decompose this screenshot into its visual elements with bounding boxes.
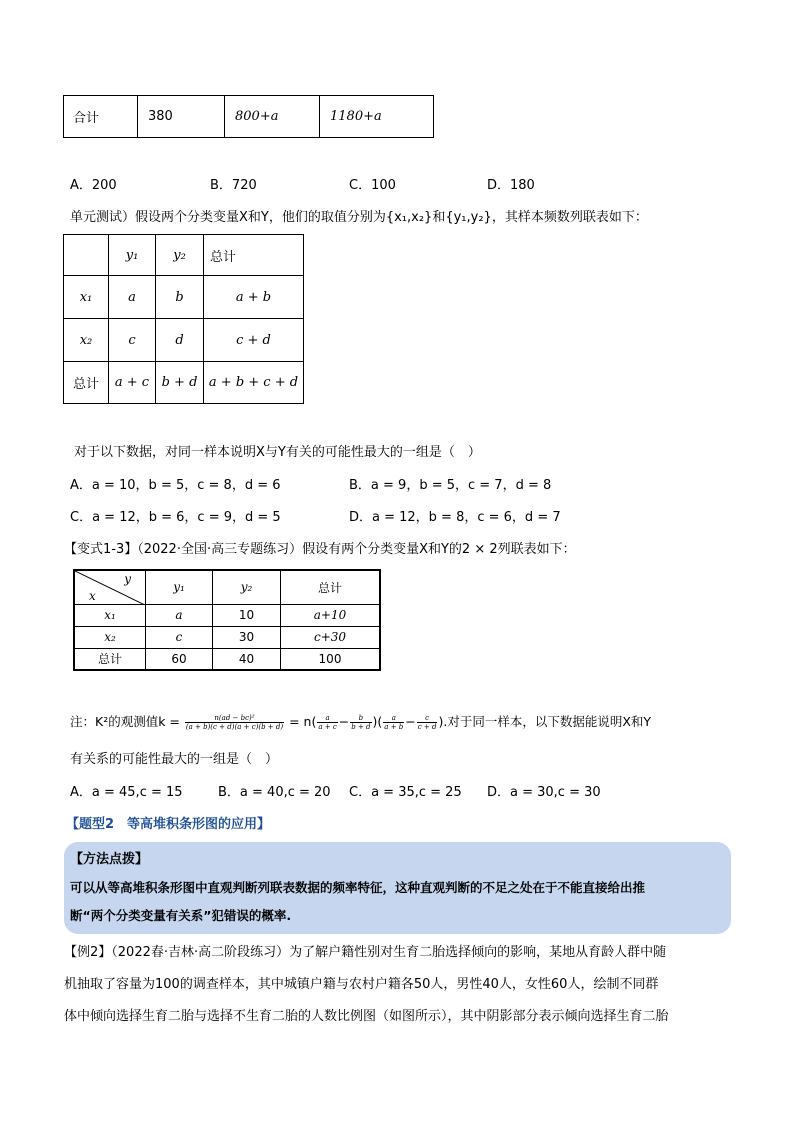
question-text: 对于以下数据，对同一样本说明X与Y有关的可能性最大的一组是（ ） [74, 445, 481, 460]
note-prefix: 注：K²的观测值k = [70, 714, 184, 729]
option-c: C．100 [349, 178, 396, 193]
option-a: A．a = 45,c = 15 [70, 785, 183, 800]
table-cell: 100 [281, 648, 381, 670]
table-cell: a [146, 604, 213, 626]
table-cell: x₂ [74, 626, 146, 648]
table-cell: a + b [204, 276, 304, 319]
method-box-title: 【方法点拨】 [70, 852, 149, 867]
note-line-2: 有关系的可能性最大的一组是（ ） [70, 752, 279, 767]
table-cell: 合计 [64, 96, 138, 138]
option-b: B．720 [210, 178, 257, 193]
table-cell: a+10 [281, 604, 381, 626]
table-cell: 60 [146, 648, 213, 670]
frac-1-num: a [317, 714, 337, 723]
option-c: C．a = 35,c = 25 [349, 785, 462, 800]
main-frac-den: (a + b)(c + d)(a + c)(b + d) [185, 723, 284, 731]
option-c: C．a = 12，b = 6，c = 9，d = 5 [70, 510, 281, 525]
frac-1-den: a + c [318, 723, 337, 731]
table-cell: a + c [109, 362, 156, 404]
option-d: D．a = 12，b = 8，c = 6，d = 7 [349, 510, 561, 525]
table-cell: y₂ [156, 235, 204, 276]
frac-1 [317, 714, 337, 731]
corner-x-label: x [89, 588, 96, 603]
variant-intro: 【变式1-3】（2022·全国·高三专题练习）假设有两个分类变量X和Y的2 × 2列联表如下： [64, 542, 576, 557]
contingency-table-2x2 [73, 569, 381, 671]
option-d: D．a = 30,c = 30 [487, 785, 601, 800]
contingency-table [63, 234, 304, 404]
option-a: A．200 [70, 178, 117, 193]
table-cell: 10 [213, 604, 281, 626]
table-cell: y₁ [146, 570, 213, 604]
table-cell: y₂ [213, 570, 281, 604]
note-suffix: ).对于同一样本，以下数据能说明X和Y [438, 714, 652, 729]
example-line-2: 机抽取了容量为100的调查样本，其中城镇户籍与农村户籍各50人，男性40人，女性60人，绘制不同群 [64, 977, 659, 992]
table-cell: y₁ [109, 235, 156, 276]
method-box [64, 842, 731, 934]
method-box-line-1: 可以从等高堆积条形图中直观判断列联表数据的频率特征，这种直观判断的不足之处在于不能直接给出推 [70, 880, 646, 895]
main-fraction [185, 714, 284, 731]
section-title: 【题型2 等高堆积条形图的应用】 [66, 817, 271, 832]
table-cell: c [146, 626, 213, 648]
table-cell: 40 [213, 648, 281, 670]
table-cell: x₁ [74, 604, 146, 626]
example-line-3: 体中倾向选择生育二胎与选择不生育二胎的人数比例图（如图所示），其中阴影部分表示倾向选择生育二胎 [64, 1009, 669, 1024]
top-table [63, 95, 434, 138]
table-cell: a [109, 276, 156, 319]
table-cell: 总计 [281, 570, 381, 604]
table-cell: c+30 [281, 626, 381, 648]
table-cell: 1180+a [320, 96, 434, 138]
table-cell: 30 [213, 626, 281, 648]
table-cell: x₁ [64, 276, 109, 319]
table-cell: b [156, 276, 204, 319]
frac-4-den: c + d [417, 723, 437, 731]
frac-4 [417, 714, 438, 731]
table-cell: c [109, 319, 156, 362]
main-frac-num: n(ad − bc)² [185, 714, 284, 723]
table-cell: 总计 [204, 235, 304, 276]
frac-3-den: a + b [384, 723, 404, 731]
corner-y-label: y [124, 572, 131, 586]
frac-4-num: c [417, 714, 438, 723]
diagonal-line [75, 571, 145, 605]
table-cell: 总计 [64, 362, 109, 404]
table-cell: 380 [138, 96, 225, 138]
example-line-1: 【例2】（2022春·吉林·高二阶段练习）为了解户籍性别对生育二胎选择倾向的影响，某地从育龄人群中随 [64, 945, 667, 960]
table-cell: a + b + c + d [204, 362, 304, 404]
option-b: B．a = 40,c = 20 [218, 785, 331, 800]
frac-2 [350, 714, 371, 731]
table-cell: b + d [156, 362, 204, 404]
frac-3 [383, 714, 404, 731]
table-cell: 总计 [74, 648, 146, 670]
table-cell: 800+a [225, 96, 320, 138]
table-cell: x₂ [64, 319, 109, 362]
corner-cell [74, 570, 146, 604]
note-middle: = n( [285, 714, 317, 729]
table-cell: d [156, 319, 204, 362]
frac-3-num: a [383, 714, 404, 723]
formula-note: 注：K²的观测值k = $\frac{\text{n(ad − bc)²}}{(a + b)(c + d)(a + c)(b + d)}$ = n( $\frac{a}{a + c}$ − $\frac{b}{b + d}$ )( $\frac{a}{a + b}$ − $\frac{c}{c + d}$ ).对于同一样本，以下数据能说明X和Y [70, 714, 652, 731]
table-cell: c + d [204, 319, 304, 362]
question-intro: 单元测试）假设两个分类变量X和Y，他们的取值分别为{x₁,x₂}和{y₁,y₂}，其样本频数列联表如下： [70, 210, 648, 225]
table-cell [64, 235, 109, 276]
frac-2-num: b [350, 714, 371, 723]
option-b: B．a = 9，b = 5，c = 7，d = 8 [349, 478, 552, 493]
method-box-line-2: 断“两个分类变量有关系”犯错误的概率. [70, 908, 292, 923]
option-a: A．a = 10，b = 5，c = 8，d = 6 [70, 478, 281, 493]
option-d: D．180 [487, 178, 535, 193]
frac-2-den: b + d [351, 723, 371, 731]
